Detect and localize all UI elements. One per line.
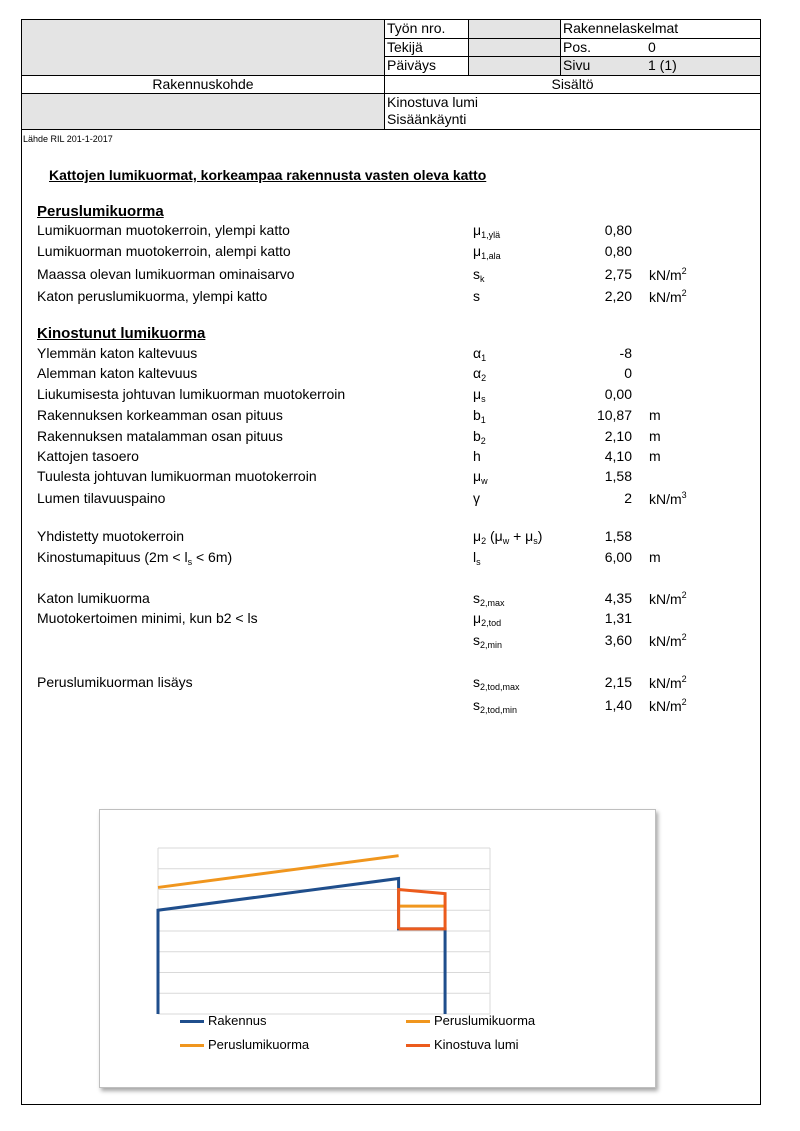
- calc-row-value: 6,00: [604, 549, 632, 565]
- calc-row-value: 1,58: [604, 468, 632, 484]
- calc-row-symbol: $s_k$: [473, 266, 485, 284]
- calc-row-value: 2,10: [604, 428, 632, 444]
- calc-row-value: 4,35: [604, 590, 632, 606]
- sivu-label: Sivu: [560, 56, 646, 75]
- calc-row: [22, 632, 722, 652]
- calc-row-unit: $kN/m^2$: [649, 697, 687, 714]
- tekija-value: [468, 38, 560, 57]
- tyon-nro-value: [468, 20, 560, 39]
- calc-row: [22, 590, 722, 610]
- legend-line-peruslumikuorma-1: [406, 1020, 430, 1023]
- legend-label-peruslumikuorma-1: Peruslumikuorma: [434, 1013, 536, 1028]
- calc-row-symbol: $\mu_w$: [473, 468, 488, 486]
- calc-row-symbol: s: [473, 288, 480, 304]
- legend-line-peruslumikuorma-2: [180, 1044, 204, 1047]
- legend-line-rakennus: [180, 1020, 204, 1023]
- calc-row-unit: m: [649, 549, 661, 565]
- document-header: [22, 20, 760, 130]
- sivu-value: 1 (1): [646, 56, 760, 75]
- calc-row-value: 4,10: [604, 448, 632, 464]
- calc-row-label: Maassa olevan lumikuorman ominaisarvo: [37, 266, 295, 282]
- calc-row: [22, 386, 722, 406]
- rakennelaskelmat-label: Rakennelaskelmat: [560, 20, 760, 39]
- calc-row-unit: $kN/m^2$: [649, 266, 687, 283]
- legend-label-kinostuva-lumi: Kinostuva lumi: [434, 1037, 519, 1052]
- calc-row-label: Kattojen tasoero: [37, 448, 139, 464]
- legend-label-rakennus: Rakennus: [208, 1013, 267, 1028]
- sisalto-label: Sisältö: [384, 75, 760, 94]
- legend-item-peruslumikuorma-1: [406, 1013, 535, 1028]
- calc-row-value: 0,00: [604, 386, 632, 402]
- calc-row-value: 0,80: [604, 243, 632, 259]
- calc-row-symbol: $s_{2,tod,max}$: [473, 674, 520, 692]
- calc-row-label: Katon peruslumikuorma, ylempi katto: [37, 288, 268, 304]
- calc-row-unit: $kN/m^2$: [649, 288, 687, 305]
- page-title: Kattojen lumikuormat, korkeampaa rakennusta vasten oleva katto: [49, 167, 487, 183]
- calc-row-symbol: $\mu_s$: [473, 386, 486, 404]
- calc-row-symbol: $l_s$: [473, 549, 481, 567]
- calc-row-symbol: $s_{2,max}$: [473, 590, 505, 608]
- calc-row-label: Kinostumapituus $(2m < l_s < 6m)$: [37, 549, 233, 567]
- calc-row-symbol: $\mu_{1,ala}$: [473, 243, 501, 261]
- calc-row-symbol: γ: [473, 490, 480, 506]
- calc-row-symbol: $b_1$: [473, 407, 486, 425]
- calc-row: [22, 697, 722, 717]
- snow-load-chart: [99, 809, 656, 1088]
- calc-row: [22, 674, 722, 694]
- calc-row-label: Lumikuorman muotokerroin, ylempi katto: [37, 222, 290, 238]
- document-page: [21, 19, 761, 1105]
- calc-row-value: 2: [624, 490, 632, 506]
- calc-row: [22, 222, 722, 242]
- section-peruslumikuorma: Peruslumikuorma: [37, 203, 164, 220]
- calc-row-value: -8: [619, 345, 632, 361]
- header-blank-gray: [22, 20, 384, 76]
- pos-label: Pos.: [560, 38, 646, 57]
- calc-row-label: Alemman katon kaltevuus: [37, 365, 198, 381]
- calc-row-label: Lumikuorman muotokerroin, alempi katto: [37, 243, 291, 259]
- paivays-value: [468, 56, 560, 75]
- calc-row: [22, 365, 722, 385]
- calc-row-value: 1,58: [604, 528, 632, 544]
- calc-row-symbol: $s_{2,tod,min}$: [473, 697, 518, 715]
- calc-row-label: Ylemmän katon kaltevuus: [37, 345, 198, 361]
- calc-row-symbol: h: [473, 448, 481, 464]
- calc-row-label: Rakennuksen matalamman osan pituus: [37, 428, 283, 444]
- calc-row-label: Liukumisesta johtuvan lumikuorman muotokerroin: [37, 386, 346, 402]
- calc-row-value: 1,40: [604, 697, 632, 713]
- calc-row-unit: $kN/m^2$: [649, 590, 687, 607]
- calc-row: [22, 288, 722, 308]
- calc-row-value: 0: [624, 365, 632, 381]
- calc-row-label: Rakennuksen korkeamman osan pituus: [37, 407, 283, 423]
- calc-row: [22, 428, 722, 448]
- calc-row-symbol: $\mu_{1,ylä}$: [473, 222, 501, 240]
- calc-row-value: 2,20: [604, 288, 632, 304]
- calc-row: [22, 266, 722, 286]
- calc-row: [22, 468, 722, 488]
- calc-row-unit: m: [649, 407, 661, 423]
- calc-row-symbol: $\mu_{2,tod}$: [473, 610, 502, 628]
- calc-row-label: Tuulesta johtuvan lumikuorman muotokerroin: [37, 468, 317, 484]
- legend-item-peruslumikuorma-2: [180, 1037, 309, 1052]
- calc-row-value: 3,60: [604, 632, 632, 648]
- legend-item-kinostuva-lumi: [406, 1037, 519, 1052]
- section-kinostunut-lumikuorma: Kinostunut lumikuorma: [37, 325, 206, 342]
- calc-row: [22, 528, 722, 548]
- legend-label-peruslumikuorma-2: Peruslumikuorma: [208, 1037, 310, 1052]
- source-reference: Lähde RIL 201-1-2017: [23, 134, 113, 144]
- tekija-label: Tekijä: [384, 38, 468, 57]
- calc-row: [22, 549, 722, 569]
- tyon-nro-label: Työn nro.: [384, 20, 468, 39]
- sisalto-line-2: Sisäänkäynti: [387, 111, 467, 127]
- calc-row: [22, 407, 722, 427]
- paivays-label: Päiväys: [384, 56, 468, 75]
- calc-row-unit: $kN/m^3$: [649, 490, 687, 507]
- calc-row-symbol: $\alpha_2$: [473, 365, 487, 383]
- calc-row: [22, 243, 722, 263]
- calc-row-symbol: $\mu_2$ $(\mu_w + \mu_s)$: [473, 528, 543, 546]
- calc-row-symbol: $\alpha_1$: [473, 345, 487, 363]
- calc-row-label: Peruslumikuorman lisäys: [37, 674, 193, 690]
- calc-row: [22, 345, 722, 365]
- calc-row: [22, 490, 722, 510]
- calc-row-symbol: $s_{2,min}$: [473, 632, 503, 650]
- rakennuskohde-label: Rakennuskohde: [22, 75, 384, 94]
- sisalto-line-1: Kinostuva lumi: [387, 94, 479, 110]
- calc-row-unit: $kN/m^2$: [649, 674, 687, 691]
- chart-series-line-3: [399, 890, 445, 929]
- calc-row-symbol: $b_2$: [473, 428, 486, 446]
- calc-row-unit: m: [649, 428, 661, 444]
- calc-row-value: 0,80: [604, 222, 632, 238]
- legend-line-kinostuva-lumi: [406, 1044, 430, 1047]
- calc-row-unit: $kN/m^2$: [649, 632, 687, 649]
- calc-row: [22, 610, 722, 630]
- calc-row-unit: m: [649, 448, 661, 464]
- calc-row-value: 1,31: [604, 610, 632, 626]
- calc-row: [22, 448, 722, 468]
- legend-item-rakennus: [180, 1013, 267, 1028]
- calc-row-label: Katon lumikuorma: [37, 590, 150, 606]
- calc-row-value: 2,15: [604, 674, 632, 690]
- calc-row-value: 10,87: [596, 407, 632, 423]
- pos-value: 0: [646, 38, 760, 57]
- sisalto-value: [384, 93, 760, 130]
- calc-row-value: 2,75: [604, 266, 632, 282]
- calc-row-label: Lumen tilavuuspaino: [37, 490, 166, 506]
- calc-row-label: Yhdistetty muotokerroin: [37, 528, 185, 544]
- calc-row-label: Muotokertoimen minimi, kun b2 < ls: [37, 610, 258, 626]
- rakennuskohde-value: [22, 93, 384, 130]
